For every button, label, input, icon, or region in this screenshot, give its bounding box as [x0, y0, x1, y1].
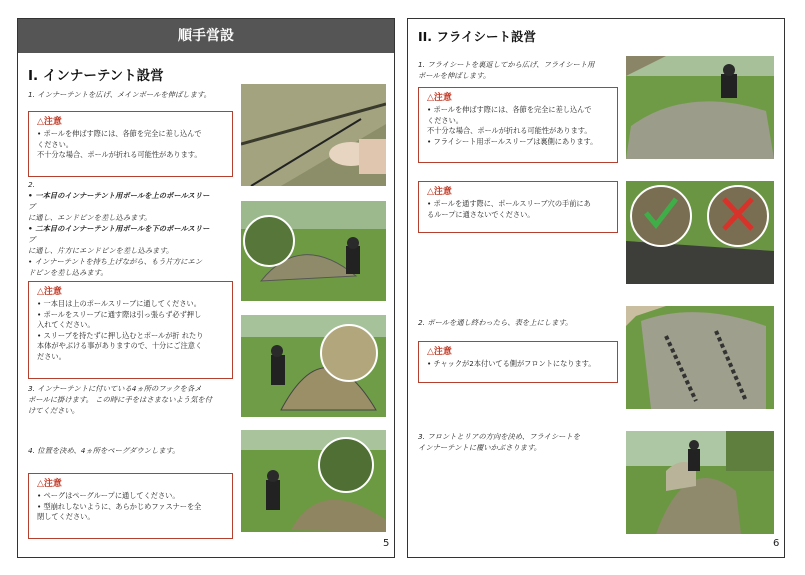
caution-line: • スリーブを持たずに押し込むとポールが折 れたり: [37, 330, 204, 340]
right-page: [407, 18, 785, 558]
step-3-text: [418, 431, 618, 453]
caution-line: • ペーグはペーグループに通してください。: [37, 491, 180, 500]
step-2-line: プ: [28, 202, 36, 211]
step-2-number: 2.: [28, 180, 35, 189]
step-2-line: プ: [28, 235, 36, 244]
caution-title: △注意: [427, 187, 452, 197]
photo-peg-down: [241, 430, 386, 532]
section-title-inner-tent: I. インナーテント設営: [28, 68, 164, 84]
step-1-line: 1. フライシートを裏返してから広げ、フライシート用: [418, 60, 595, 69]
step-1-text: 1. インナーテントを広げ、メインポールを伸ばします。: [28, 90, 211, 99]
left-page: [17, 18, 395, 558]
step-3-line: 3. フロントとリアの方向を決め、フライシートを: [418, 432, 581, 441]
photo-fly-sheet-cover: [626, 431, 774, 534]
caution-title: △注意: [37, 287, 62, 297]
caution-line: ください。: [427, 115, 463, 125]
caution-line: 不十分な場合、ポールが折れる可能性があります。: [427, 126, 592, 135]
caution-title: △注意: [427, 347, 452, 357]
caution-line: ください。: [37, 139, 73, 149]
caution-line: • ポールを伸ばす際には、各節を完全に差し込んで: [427, 105, 592, 114]
page-number: 5: [383, 538, 390, 549]
caution-line: • チャックが2本付いてる側がフロントになります。: [427, 359, 596, 368]
step-2-text: [28, 179, 238, 278]
photo-pole-extend: [241, 84, 386, 186]
caution-title: △注意: [37, 479, 62, 489]
caution-box-3: [28, 473, 233, 539]
caution-box-3: [418, 341, 618, 383]
photo-hook-attach: [241, 315, 386, 417]
caution-line: • ポールを伸ばす際には、各節を完全に差し込んで: [37, 129, 202, 138]
caution-line: • フライシート用ポールスリーブは裏側にあります。: [427, 136, 598, 146]
step-3-line: ポールに掛けます。 この時に手をはさまないよう気を付: [28, 395, 213, 404]
caution-line: 入れてください。: [37, 320, 95, 329]
step-2-text: 2. ポールを通し終わったら、表を上にします。: [418, 318, 573, 327]
caution-title: △注意: [427, 93, 452, 103]
caution-line: るループに通さないでください。: [427, 209, 535, 219]
step-3-text: [28, 383, 238, 416]
caution-line: ださい。: [37, 351, 66, 361]
caution-box-2: [28, 281, 233, 379]
step-2-line: に通し、片方にエンドピンを差し込みます。: [28, 246, 174, 255]
step-3-line: けてください。: [28, 406, 80, 415]
caution-title: △注意: [37, 117, 62, 127]
caution-line: 閉してください。: [37, 512, 95, 521]
step-2-line: • インナーテントを持ち上げながら、もう片方にエン: [28, 257, 203, 266]
photo-fly-sheet-spread: [626, 56, 774, 159]
page-header: 順手営設: [18, 19, 394, 53]
page-number: 6: [773, 538, 780, 549]
photo-pole-through-loop: [626, 181, 774, 284]
photo-fly-sheet-flipped: [626, 306, 774, 409]
step-3-line: インナーテントに覆いかぶさります。: [418, 443, 542, 452]
caution-box-2: [418, 181, 618, 233]
step-2-line: ドピンを差し込みます。: [28, 268, 108, 277]
caution-line: 不十分な場合、ポールが折れる可能性があります。: [37, 150, 202, 159]
caution-line: • 一本目は上のポールスリーブに通してください。: [37, 299, 201, 308]
section-title-fly-sheet: II. フライシート設営: [418, 29, 537, 44]
step-1-line: ポールを伸ばします。: [418, 71, 491, 80]
step-4-text: 4. 位置を決め、4ヵ所をペーグダウンします。: [28, 446, 180, 455]
caution-line: • 型崩れしないように、あらかじめファスナーを全: [37, 501, 202, 511]
caution-line: • ポールを通す際に、ポールスリーブ穴の手前にあ: [427, 199, 591, 208]
caution-line: • ポールをスリーブに通す際は引っ張らず必ず押し: [37, 309, 202, 319]
photo-inner-tent-sleeve: [241, 201, 386, 301]
caution-box-1: [28, 111, 233, 177]
step-1-text: [418, 59, 618, 81]
step-3-line: 3. インナーテントに付いている4ヵ所のフックを各メ: [28, 384, 202, 393]
step-2-line: に通し、エンドピンを差し込みます。: [28, 213, 152, 222]
caution-line: 本体がやぶける事がありますので、十分にご注意く: [37, 341, 203, 350]
caution-box-1: [418, 87, 618, 163]
step-2-line: • 一本目のインナーテント用ポールを上のポールスリー: [28, 191, 210, 200]
step-2-line: • 二本目のインナーテント用ポールを下のポールスリー: [28, 224, 210, 233]
